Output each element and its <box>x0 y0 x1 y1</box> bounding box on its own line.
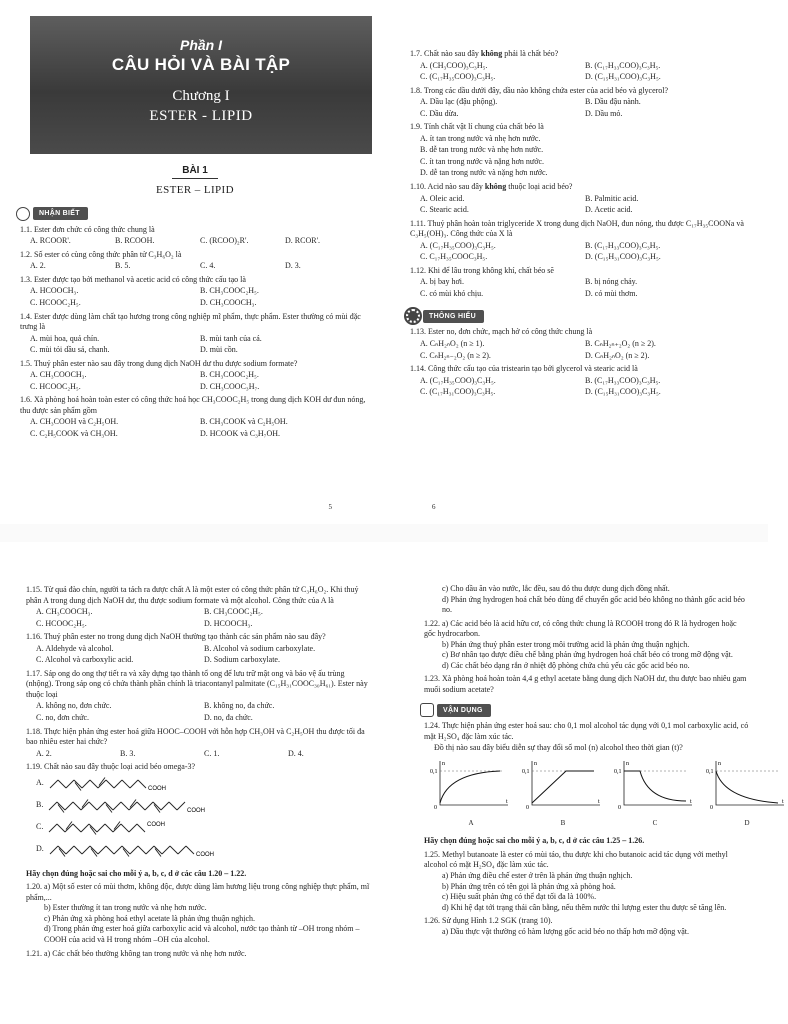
emphasis: không <box>484 182 507 192</box>
question-list <box>410 49 750 299</box>
option: C. ít tan trong nước và nặng hơn nước. <box>420 156 545 166</box>
chapter-number: Chương I <box>172 87 230 104</box>
option: A. không no, đơn chức. <box>36 701 112 711</box>
emphasis: không <box>480 49 503 58</box>
question <box>410 364 750 398</box>
option: D. (C₁₅H₃₁COO)₃C₃H₅. <box>585 252 661 262</box>
options <box>20 261 370 272</box>
options <box>20 334 370 356</box>
question-1-21: 1.21. a) Các chất béo thường không tan trong nước và nhẹ hơn nước. <box>26 948 247 958</box>
question <box>26 632 372 666</box>
options <box>26 749 372 760</box>
option: A. 2. <box>30 261 46 271</box>
options <box>20 236 370 247</box>
question-1-22 <box>424 619 750 672</box>
question-text: 1.16. Thuỷ phân ester no trong dung dịch NaOH thường tạo thành các sản phẩm nào sau đây? <box>26 632 326 642</box>
statement: c) Hiệu suất phản ứng có thể đạt tối đa là 100%. <box>442 892 597 902</box>
cooh-label: COOH <box>147 785 166 792</box>
axis-label: 0 <box>526 805 529 812</box>
question-1-26 <box>424 916 750 937</box>
question <box>410 266 750 300</box>
page-5 <box>0 0 384 524</box>
option: A. (CH₃COO)₃C₃H₅. <box>420 60 488 70</box>
question <box>410 182 750 216</box>
q21-item-d: d) Phản ứng hydrogen hoá chất béo dùng để chuyển gốc acid béo không no thành gốc acid béo no. <box>442 594 745 615</box>
graph-label: B <box>560 819 566 828</box>
option: A. CₙH₂ₙO₂ (n ≥ 1). <box>420 339 485 349</box>
option: C. (C₁₇H₃₁COO)₃C₃H₅. <box>420 387 496 397</box>
option: A. CH₃COOCH₃. <box>36 607 93 617</box>
page-number: 5 <box>328 502 332 511</box>
statement: a) Dầu thực vật thường có hàm lượng gốc acid béo no thấp hơn mỡ động vật. <box>442 926 689 936</box>
question-text: 1.6. Xà phòng hoá hoàn toàn ester có công thức hoá học CH₃COOC₂H₅ trong dung dịch KOH dư đun nóng, thu được sản phẩm gồm <box>20 395 366 415</box>
instruction: Hãy chọn đúng hoặc sai cho mỗi ý a, b, c, d ở các câu 1.25 – 1.26. <box>424 836 645 846</box>
option: D. RCOR'. <box>285 236 321 246</box>
option: D. CH₃COOC₃H₇. <box>200 381 260 391</box>
options <box>410 97 750 119</box>
graph-plot <box>706 759 788 811</box>
option: B. CH₃COOC₂H₅. <box>200 370 259 380</box>
question <box>20 395 370 439</box>
question-list <box>20 225 370 440</box>
statement: a) Phản ứng điều chế ester ở trên là phản ứng thuận nghịch. <box>442 870 633 880</box>
statement: c) Bơ nhân tạo được điều chế bằng phản ứng hydrogen hoá chất béo có trong mỡ động vật. <box>442 650 733 660</box>
options <box>410 277 750 299</box>
option: D. Acetic acid. <box>585 205 633 215</box>
chain-structure <box>50 775 180 793</box>
option: A. bị bay hơi. <box>420 277 465 287</box>
option: D. no, đa chức. <box>204 713 253 723</box>
question <box>410 49 750 83</box>
question <box>410 86 750 120</box>
axis-label: n <box>626 761 629 768</box>
pencil-icon <box>420 703 434 717</box>
graph-label: C <box>652 819 658 828</box>
question-text: 1.4. Ester được dùng làm chất tạo hương trong công nghiệp mĩ phẩm, thực phẩm. Ester thường có mùi đặc trưng là <box>20 311 361 332</box>
option: A. Aldehyde và alcohol. <box>36 643 114 653</box>
question <box>20 275 370 309</box>
page-7 <box>0 524 384 1024</box>
section-thong-hieu <box>406 309 750 323</box>
part-title: Phần I <box>179 37 222 53</box>
chain-structure <box>50 841 228 859</box>
graph-plot <box>430 759 512 811</box>
option: A. CH₃COOCH₃. <box>30 370 87 380</box>
structure-option <box>26 817 372 839</box>
option: A. (C₁₇H₃₅COO)₃C₃H₅. <box>420 375 496 385</box>
question-text: 1.1. Ester đơn chức có công thức chung là <box>20 224 155 234</box>
question <box>410 219 750 263</box>
option: A. 2. <box>36 748 52 758</box>
options <box>20 286 370 308</box>
option: B. bị nóng chảy. <box>585 277 638 287</box>
option: B. dễ tan trong nước và nhẹ hơn nước. <box>420 145 544 155</box>
section-label: NHẬN BIẾT <box>33 207 88 220</box>
page-6 <box>384 0 768 524</box>
question-text: 1.11. Thuỷ phân hoàn toàn triglyceride X trong dung dịch NaOH, đun nóng, thu được C₁₇H₃₅COONa và C₃H₅(OH)₃. Công thức của X là <box>410 218 744 239</box>
axis-label: 0,1 <box>614 769 622 776</box>
option: D. Sodium carboxylate. <box>204 655 280 665</box>
option: A. ít tan trong nước và nhẹ hơn nước. <box>420 133 541 143</box>
option: C. C₁₇H₃₅COOC₃H₅. <box>420 252 488 262</box>
question-text: 1.8. Trong các dầu dưới đây, dầu nào không chứa ester của acid béo và glycerol? <box>410 85 669 95</box>
statement: d) Trong phản ứng ester hoá giữa carboxylic acid và alcohol, nước tạo thành từ –OH trong nhóm –COOH của acid và H trong nhóm –OH của alcohol. <box>44 924 360 945</box>
axis-label: 0 <box>618 805 621 812</box>
option: B. CH₃COOK và C₂H₅OH. <box>200 417 288 427</box>
options <box>20 370 370 392</box>
axis-label: t <box>690 799 692 806</box>
graph-label: A <box>468 819 474 828</box>
graph-options <box>424 759 784 828</box>
chapter-header <box>30 16 372 154</box>
option-label: D. <box>36 844 44 854</box>
option: C. (C₁₇H₃₅COO)₃C₃H₅. <box>420 72 496 82</box>
section-van-dung <box>420 703 750 717</box>
chapter-name: ESTER - LIPID <box>149 107 253 124</box>
question-1-24: 1.24. Thực hiện phản ứng ester hoá sau: cho 0,1 mol alcohol tác dụng với 0,1 mol carboxylic acid, có mặt H₂SO₄ đặc làm xúc tác. <box>424 721 749 742</box>
question-text: 1.13. Ester no, đơn chức, mạch hở có công thức chung là <box>410 327 593 337</box>
section-label: VẬN DỤNG <box>437 704 491 717</box>
graph-option <box>522 759 604 828</box>
statement: b) Phản ứng thuỷ phân ester trong môi trường acid là phản ứng thuận nghịch. <box>442 639 690 649</box>
question-list <box>410 327 750 397</box>
options <box>410 194 750 216</box>
question-text: 1.26. Sử dụng Hình 1.2 SGK (trang 10). <box>424 916 553 926</box>
graph <box>430 759 512 819</box>
option: A. RCOOR'. <box>30 236 71 246</box>
question <box>20 312 370 356</box>
question-1-19: 1.19. Chất nào sau đây thuộc loại acid béo omega-3? A. COOH B. COOH C. COOH D. COOH <box>26 762 372 861</box>
option: D. dễ tan trong nước và nặng hơn nước. <box>420 168 548 178</box>
lesson-label: BÀI 1 <box>172 164 218 179</box>
question-1-23: 1.23. Xà phòng hoá hoàn toàn 4,4 g ethyl acetate bằng dung dịch NaOH dư, thu được bao nhiêu gam muối sodium acetate? <box>424 674 747 694</box>
question-text: 1.2. Số ester có cùng công thức phân tử C₃H₆O₂ là <box>20 249 182 259</box>
question-text: 1.5. Thuỷ phân ester nào sau đây trong dung dịch NaOH dư thu được sodium formate? <box>20 358 298 368</box>
option: A. CH₃COOH và C₂H₅OH. <box>30 417 119 427</box>
graph <box>614 759 696 819</box>
option: D. Dầu mỏ. <box>585 108 623 118</box>
axis-label: 0,1 <box>522 769 530 776</box>
omega-structures <box>26 773 372 861</box>
question-text: 1.7. Chất nào sau đây không phải là chất béo? <box>410 49 559 58</box>
cooh-label: COOH <box>187 807 206 814</box>
page-number: 6 <box>432 502 436 511</box>
question-text: 1.22. a) Các acid béo là acid hữu cơ, có công thức chung là RCOOH trong đó R là hydrogen hoặc gốc hydrocarbon. <box>424 618 737 639</box>
question <box>26 585 372 629</box>
graph-plot <box>614 759 696 811</box>
option-label: A. <box>36 778 44 788</box>
question-1-20 <box>26 882 372 945</box>
question-text: 1.3. Ester được tạo bởi methanol và acetic acid có công thức cấu tạo là <box>20 274 246 284</box>
statement: d) Các chất béo dạng rắn ở nhiệt độ phòng chứa chủ yếu các gốc acid béo no. <box>442 660 690 670</box>
cooh-label: COOH <box>147 821 166 828</box>
axis-label: 0,1 <box>430 769 438 776</box>
axis-label: n <box>442 761 445 768</box>
statement: d) Khi hệ đạt tới trạng thái cân bằng, nếu thêm nước thì lượng ester thu được sẽ tăng lên. <box>442 902 727 912</box>
lightbulb-icon <box>16 207 30 221</box>
axis-label: 0,1 <box>706 769 714 776</box>
question-text: 1.12. Khi để lâu trong không khí, chất béo sẽ <box>410 265 554 275</box>
statement: c) Phản ứng xà phòng hoá ethyl acetate là phản ứng thuận nghịch. <box>44 913 256 923</box>
axis-label: 0 <box>710 805 713 812</box>
option: B. Alcohol và sodium carboxylate. <box>204 643 316 653</box>
page-8 <box>384 524 784 1024</box>
gear-icon <box>406 309 420 323</box>
options <box>20 417 370 439</box>
axis-label: t <box>598 799 600 806</box>
option: C. CₙH₂ₙ₋₂O₂ (n ≥ 2). <box>420 350 491 360</box>
graph-plot <box>522 759 604 811</box>
question-1-24-prompt: Đồ thị nào sau đây biểu diễn sự thay đổi số mol (n) alcohol theo thời gian (t)? <box>434 742 683 752</box>
axis-label: n <box>718 761 721 768</box>
part-subtitle: CÂU HỎI VÀ BÀI TẬP <box>111 55 291 75</box>
question <box>20 359 370 393</box>
question-list <box>26 585 372 759</box>
question-text: 1.14. Công thức cấu tạo của tristearin tạo bởi glycerol và stearic acid là <box>410 364 638 374</box>
option: D. HCOOK và C₃H₇OH. <box>200 429 281 438</box>
option: A. Oleic acid. <box>420 193 465 203</box>
option: C. no, đơn chức. <box>36 713 90 723</box>
option: B. (C₁₇H₃₃COO)₃C₃H₅. <box>585 60 661 70</box>
chain-structure <box>49 797 219 815</box>
cooh-label: COOH <box>195 851 214 858</box>
chain-structure <box>49 819 179 837</box>
option: B. CH₃COOC₂H₅. <box>204 607 263 617</box>
question-text: 1.20. a) Một số ester có mùi thơm, không độc, được dùng làm hương liệu trong công nghiệp thực phẩm, mĩ phẩm,... <box>26 882 370 902</box>
option: C. có mùi khó chịu. <box>420 288 484 298</box>
structure-option <box>26 839 372 861</box>
graph-label: D <box>744 819 750 828</box>
structure-option <box>26 795 372 817</box>
option: D. CH₃COOCH₃. <box>200 297 257 307</box>
question <box>26 727 372 760</box>
option: A. (C₁₇H₃₅COO)₃C₃H₅. <box>420 240 496 250</box>
axis-label: t <box>782 799 784 806</box>
graph <box>706 759 788 819</box>
structure-option <box>26 773 372 795</box>
option: C. HCOOC₂H₅. <box>30 381 81 391</box>
lesson-name: ESTER – LIPID <box>156 184 234 197</box>
option: B. (C₁₇H₃₃COO)₃C₃H₅. <box>585 375 661 385</box>
statement: b) Phản ứng trên có tên gọi là phản ứng xà phòng hoá. <box>442 881 616 891</box>
option: C. mùi tỏi dầu sả, chanh. <box>30 345 110 355</box>
options <box>410 134 750 179</box>
option: C. C₂H₅COOK và CH₃OH. <box>30 429 118 438</box>
options <box>410 61 750 83</box>
axis-label: t <box>506 799 508 806</box>
instruction: Hãy chọn đúng hoặc sai cho mỗi ý a, b, c, d ở các câu 1.20 – 1.22. <box>26 868 247 878</box>
option: B. CₙH₂ₙ₊₂O₂ (n ≥ 2). <box>585 339 656 349</box>
option: C. Dầu dừa. <box>420 108 459 118</box>
graph-option <box>430 759 512 828</box>
option: C. (RCOO)₂R'. <box>200 236 249 246</box>
mole-curve <box>532 771 594 803</box>
section-nhan-biet <box>16 207 370 221</box>
section-label: THÔNG HIỂU <box>423 310 484 323</box>
options <box>410 376 750 398</box>
option: B. 5. <box>115 261 131 271</box>
axis-label: 0 <box>434 805 437 812</box>
question <box>410 327 750 361</box>
option-label: B. <box>36 800 44 810</box>
option: C. Alcohol và carboxylic acid. <box>36 655 134 665</box>
options <box>410 241 750 263</box>
axis-label: n <box>534 761 537 768</box>
option: D. mùi cồn. <box>200 345 238 355</box>
option: B. mùi tanh của cá. <box>200 333 262 343</box>
statement: b) Ester thường ít tan trong nước và nhẹ hơn nước. <box>44 903 207 913</box>
graph-option <box>706 759 788 828</box>
options <box>26 607 372 629</box>
question-1-25 <box>424 850 750 913</box>
question-text: 1.17. Sáp ong do ong thợ tiết ra và xây dựng tạo thành tổ ong để lưu trữ mật ong và bảo vệ ấu trùng (nhộng). Trong sáp ong có chứa thành phần chính là triacontanyl palmitate (C₁₅H₃₁COOC₃₀H₆₁). Ester này thuộc loại <box>26 668 368 699</box>
option: A. HCOOCH₃. <box>30 286 79 296</box>
options <box>26 644 372 666</box>
option: D. (C₁₅H₃₁COO)₃C₃H₅. <box>585 387 661 397</box>
graph-option <box>614 759 696 828</box>
mole-curve <box>716 771 778 803</box>
lesson-heading <box>20 164 370 198</box>
option: A. Dầu lạc (đậu phộng). <box>420 97 498 107</box>
mole-curve <box>624 771 686 801</box>
question-text: 1.18. Thực hiện phản ứng ester hoá giữa HOOC–COOH với hỗn hợp CH₃OH và C₂H₅OH thu được tối đa bao nhiêu ester hai chức? <box>26 726 365 747</box>
option: B. CH₃COOC₂H₅. <box>200 286 259 296</box>
option: D. 4. <box>288 748 304 758</box>
q21-item-c: c) Cho dầu ăn vào nước, lắc đều, sau đó thu được dung dịch đồng nhất. <box>442 584 670 593</box>
option-label: C. <box>36 822 44 832</box>
option: D. có mùi thơm. <box>585 288 638 298</box>
option: A. mùi hoa, quả chín. <box>30 333 100 343</box>
question-text: 1.10. Acid nào sau đây không thuộc loại acid béo? <box>410 182 573 192</box>
question <box>20 250 370 272</box>
option: B. không no, đa chức. <box>204 701 275 711</box>
option: D. HCOOCH₃. <box>204 618 253 628</box>
option: C. 1. <box>204 748 220 758</box>
option: C. 4. <box>200 261 216 271</box>
question-text: 1.15. Từ quả đào chín, người ta tách ra được chất A là một ester có công thức phân tử C₃H₆O₂. Khi thuỷ phân A trong dung dịch NaOH dư, thu được sodium formate và một alcohol. Công thức của A là <box>26 585 359 605</box>
option: B. Palmitic acid. <box>585 193 639 203</box>
question <box>410 122 750 179</box>
option: B. 3. <box>120 748 136 758</box>
option: C. HCOOC₂H₅. <box>30 297 81 307</box>
graph <box>522 759 604 819</box>
options <box>410 339 750 361</box>
option: C. HCOOC₂H₅. <box>36 618 87 628</box>
option: D. 3. <box>285 261 301 271</box>
question <box>20 225 370 247</box>
option: C. Stearic acid. <box>420 205 469 215</box>
option: B. RCOOH. <box>115 236 155 246</box>
option: D. (C₁₅H₃₁COO)₃C₃H₅. <box>585 72 661 82</box>
question-text: 1.9. Tính chất vật lí chung của chất béo là <box>410 122 544 132</box>
question-text: 1.25. Methyl butanoate là ester có mùi táo, thu được khi cho butanoic acid tác dụng với methyl alcohol có mặt H₂SO₄ đặc làm xúc tác. <box>424 849 728 870</box>
option: B. (C₁₇H₃₃COO)₃C₃H₅. <box>585 240 661 250</box>
option: D. CₙH₂ₙO₂ (n ≥ 2). <box>585 350 650 360</box>
option: B. Dầu đậu nành. <box>585 97 641 107</box>
options <box>26 701 372 723</box>
question <box>26 669 372 724</box>
mole-curve <box>440 771 500 803</box>
